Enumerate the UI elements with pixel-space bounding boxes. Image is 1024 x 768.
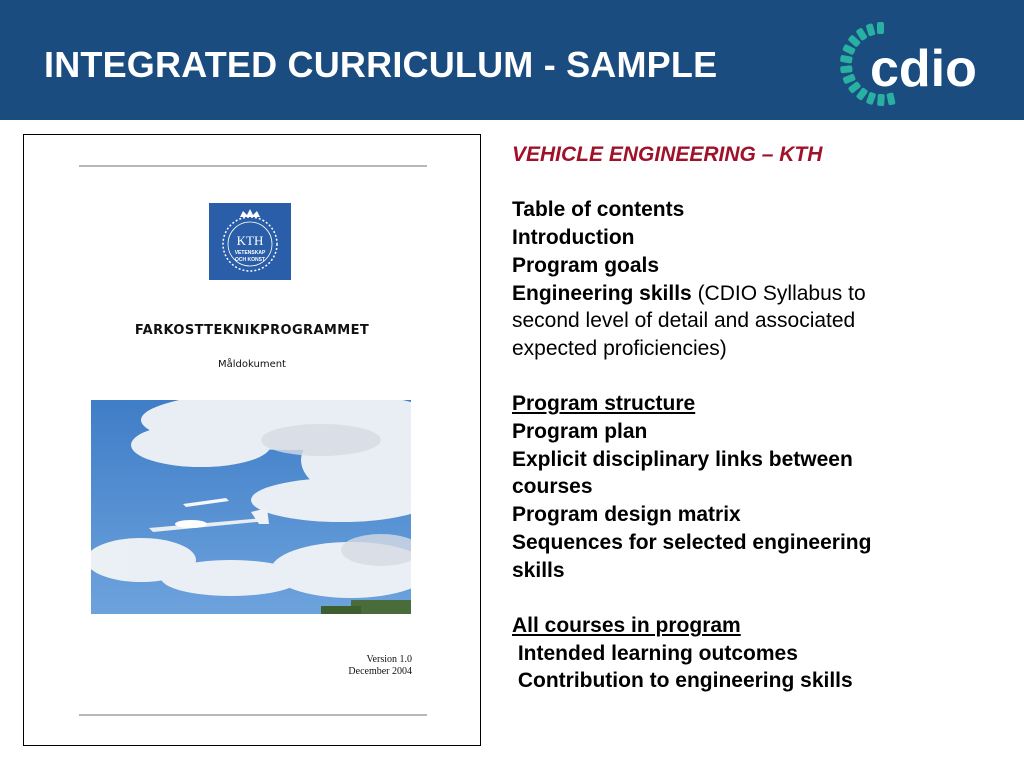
slide-title: INTEGRATED CURRICULUM - SAMPLE — [44, 44, 718, 85]
document-title: FARKOSTTEKNIKPROGRAMMET — [134, 323, 370, 338]
item-program-structure: Program structure — [512, 392, 696, 416]
document-subtitle: Måldokument — [218, 359, 286, 370]
version-block — [348, 654, 412, 678]
engineering-skills-note: (CDIO Syllabus to — [691, 281, 866, 305]
header-bar — [0, 0, 1024, 120]
svg-text:OCH KONST: OCH KONST — [235, 257, 265, 263]
engineering-skills-note-line-3: expected proficiencies) — [512, 336, 727, 360]
document-preview — [23, 134, 481, 746]
top-rule — [79, 165, 427, 167]
engineering-skills-note-line-2: second level of detail and associated — [512, 309, 856, 333]
spacer — [512, 363, 1012, 391]
contents-list — [512, 141, 1012, 695]
kth-emblem — [209, 203, 291, 280]
item-table-of-contents: Table of contents — [512, 198, 685, 222]
spacer — [512, 584, 1012, 612]
item-all-courses: All courses in program — [512, 613, 741, 637]
cdio-logo — [834, 16, 1014, 112]
item-disciplinary-links: Explicit disciplinary links between — [512, 447, 853, 471]
item-learning-outcomes: Intended learning outcomes — [512, 641, 798, 665]
item-disciplinary-links-line-2: courses — [512, 475, 593, 499]
section-heading: VEHICLE ENGINEERING – KTH — [512, 143, 823, 166]
glider-photo — [91, 400, 411, 614]
version-label: Version 1.0 — [366, 654, 412, 665]
item-program-goals: Program goals — [512, 253, 660, 277]
item-sequences-line-2: skills — [512, 558, 565, 582]
item-engineering-skills — [512, 280, 1012, 308]
engineering-skills-label: Engineering skills — [512, 281, 692, 305]
item-sequences: Sequences for selected engineering — [512, 530, 872, 554]
item-introduction: Introduction — [512, 226, 635, 250]
svg-text:VETENSKAP: VETENSKAP — [234, 250, 266, 256]
bottom-rule — [79, 714, 427, 716]
item-program-plan: Program plan — [512, 420, 648, 443]
spacer — [512, 169, 1012, 197]
item-contribution: Contribution to engineering skills — [512, 669, 853, 693]
version-date: December 2004 — [348, 666, 412, 677]
svg-text:KTH: KTH — [236, 233, 264, 248]
item-program-design-matrix: Program design matrix — [512, 503, 741, 527]
logo-text: cdio — [870, 40, 977, 98]
